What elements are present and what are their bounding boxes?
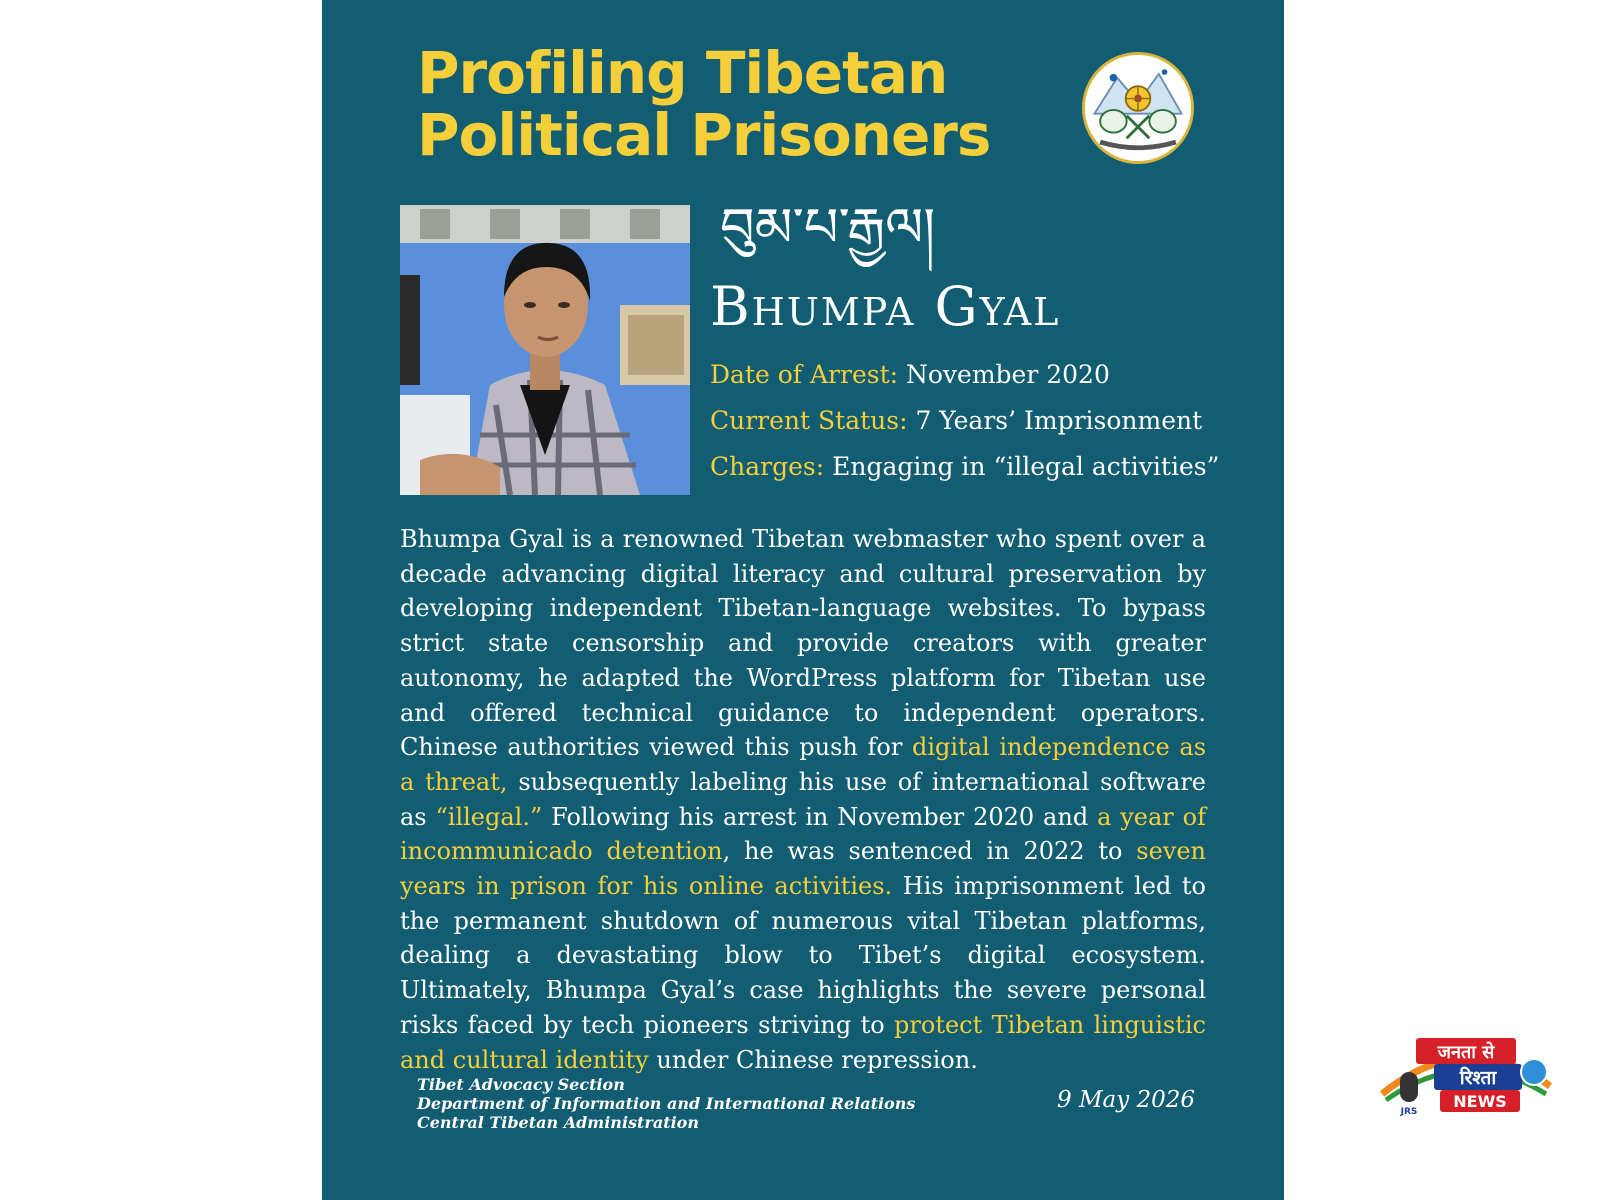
- bio-highlight: protect Tibetan linguistic and cultural identity: [400, 1010, 1206, 1074]
- bio-text: Bhumpa Gyal is a renowned Tibetan webmaster who spent over a decade advancing digital literacy and cultural preservation by developing independent Tibetan-language websites. To bypass strict state censorship and provide creators with greater autonomy, he adapted the WordPress platform for Tibetan use and offered technical guidance to independent operators. Chinese authorities viewed this push for: [400, 525, 1206, 762]
- bio-highlight: “illegal.”: [435, 802, 543, 831]
- logo-line-3: NEWS: [1453, 1092, 1507, 1111]
- fact-current-status: [710, 398, 1230, 444]
- logo-line-1: जनता से: [1437, 1042, 1495, 1063]
- footer-line: Tibet Advocacy Section: [417, 1075, 625, 1094]
- fact-charges: [710, 444, 1230, 490]
- footer-organization: [417, 1075, 915, 1132]
- bio-text: His imprisonment led to the permanent shutdown of numerous vital Tibetan platforms, dealing a devastating blow to Tibet’s digital ecosystem. Ultimately, Bhumpa Gyal’s case highlights the severe personal risks faced by tech pioneers striving to: [400, 872, 1206, 1039]
- title-line-2: Political Prisoners: [417, 101, 991, 169]
- poster-title: [417, 39, 991, 169]
- fact-value: November 2020: [906, 360, 1110, 389]
- logo-line-2: रिश्ता: [1459, 1067, 1497, 1089]
- fact-label: Charges:: [710, 452, 825, 481]
- fact-list: [710, 352, 1230, 490]
- bio-text: Following his arrest in November 2020 and: [542, 802, 1098, 831]
- cta-emblem-icon: [1082, 52, 1194, 164]
- bio-highlight: a year of incommunicado detention: [400, 802, 1206, 866]
- title-line-1: Profiling Tibetan: [417, 39, 948, 107]
- footer-line: Central Tibetan Administration: [417, 1113, 699, 1132]
- fact-label: Current Status:: [710, 406, 908, 435]
- biography-paragraph: [400, 522, 1206, 1077]
- fact-label: Date of Arrest:: [710, 360, 899, 389]
- bio-text: under Chinese repression.: [648, 1045, 978, 1074]
- profile-poster: [322, 0, 1284, 1200]
- bio-highlight: digital independence as a threat,: [400, 733, 1207, 796]
- portrait-photo: [400, 205, 690, 495]
- bio-highlight: seven years in prison for his online activities.: [400, 837, 1206, 901]
- footer-line: Department of Information and International Relations: [417, 1094, 916, 1113]
- fact-value: Engaging in “illegal activities”: [832, 452, 1220, 481]
- bio-text: , he was sentenced in 2022 to: [722, 837, 1137, 866]
- fact-value: 7 Years’ Imprisonment: [915, 406, 1203, 435]
- tibetan-script-name: བུམ་པ་རྒྱལ།: [720, 196, 936, 259]
- logo-badge: JRS: [1400, 1107, 1418, 1117]
- fact-date-of-arrest: [710, 352, 1230, 398]
- janta-se-rishta-logo: [1376, 1034, 1556, 1119]
- bio-text: subsequently labeling his use of international software as: [400, 767, 1207, 831]
- publication-date: 9 May 2026: [1057, 1087, 1196, 1113]
- prisoner-name: Bhumpa Gyal: [710, 275, 1061, 338]
